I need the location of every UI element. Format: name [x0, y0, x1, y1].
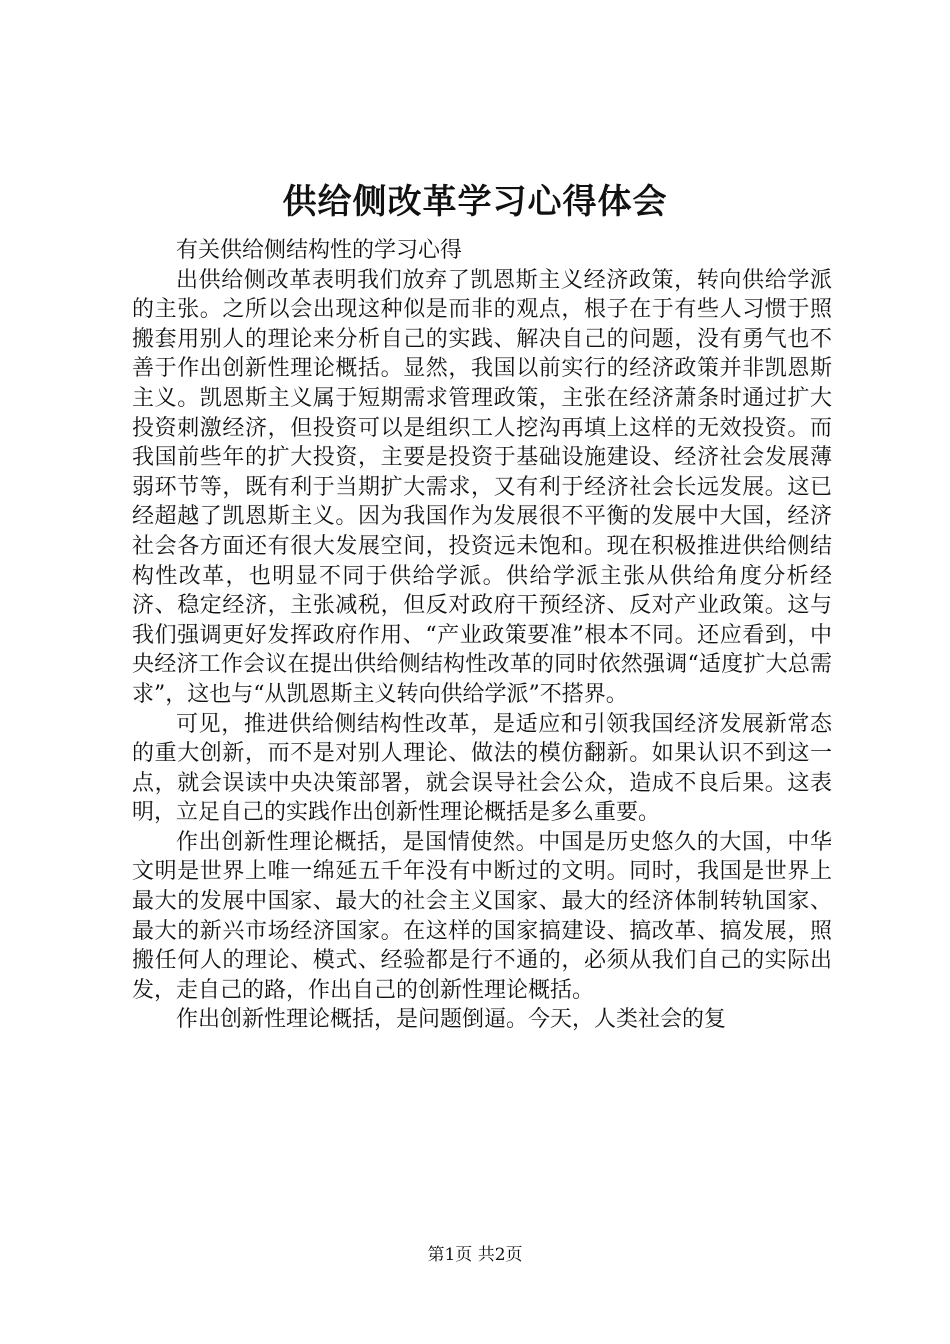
document-title: 供给侧改革学习心得体会 [282, 182, 668, 222]
paragraph: 可见，推进供给侧结构性改革，是适应和引领我国经济发展新常态的重大创新，而不是对别人理论、做法的模仿翻新。如果认识不到这一点，就会误读中央决策部署，就会误导社会公众，造成不良后果。这表明，立足自己的实践作出创新性理论概括是多么重要。 [132, 711, 832, 826]
paragraph-subtitle: 有关供给侧结构性的学习心得 [176, 238, 463, 263]
paragraph: 作出创新性理论概括，是国情使然。中国是历史悠久的大国，中华文明是世界上唯一绵延五千年没有中断过的文明。同时，我国是世界上最大的发展中国家、最大的社会主义国家、最大的经济体制转轨国家、最大的新兴市场经济国家。在这样的国家搞建设、搞改革、搞发展，照搬任何人的理论、模式、经验都是行不通的，必须从我们自己的实际出发，走自己的路，作出自己的创新性理论概括。 [132, 829, 832, 1003]
page-footer: 第1页 共2页 [427, 1245, 523, 1265]
document-body [132, 236, 832, 1035]
paragraph: 出供给侧改革表明我们放弃了凯恩斯主义经济政策，转向供给学派的主张。之所以会出现这种似是而非的观点，根子在于有些人习惯于照搬套用别人的理论来分析自己的实践、解决自己的问题，没有勇气也不善于作出创新性理论概括。显然，我国以前实行的经济政策并非凯恩斯主义。凯恩斯主义属于短期需求管理政策，主张在经济萧条时通过扩大投资刺激经济，但投资可以是组织工人挖沟再填上这样的无效投资。而我国前些年的扩大投资，主要是投资于基础设施建设、经济社会发展薄弱环节等，既有利于当期扩大需求，又有利于经济社会长远发展。这已经超越了凯恩斯主义。因为我国作为发展很不平衡的发展中大国，经济社会各方面还有很大发展空间，投资远未饱和。现在积极推进供给侧结构性改革，也明显不同于供给学派。供给学派主张从供给角度分析经济、稳定经济，主张减税，但反对政府干预经济、反对产业政策。这与我们强调更好发挥政府作用、“产业政策要准”根本不同。还应看到，中央经济工作会议在提出供给侧结构性改革的同时依然强调“适度扩大总需求”，这也与“从凯恩斯主义转向供给学派”不搭界。 [132, 267, 832, 707]
paragraph: 作出创新性理论概括，是问题倒逼。今天，人类社会的复 [176, 1007, 727, 1033]
